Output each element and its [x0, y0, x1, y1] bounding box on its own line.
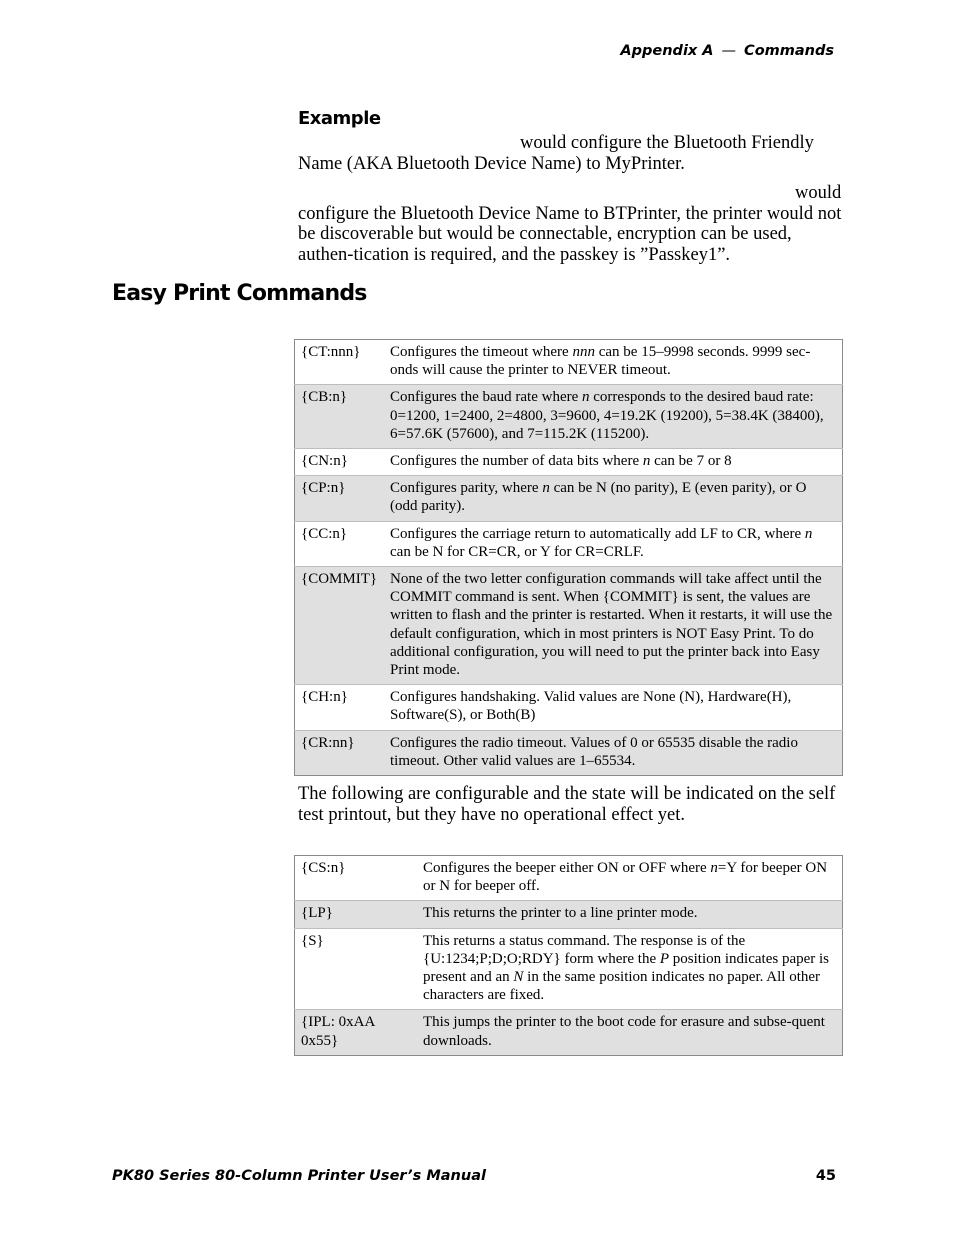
example-paragraph-1-text: would configure the Bluetooth Friendly Name (AKA Bluetooth Device Name) to MyPrinter. [298, 133, 814, 174]
header-appendix: Appendix A [620, 43, 714, 59]
configurable-note: The following are configurable and the state will be indicated on the self test printout, but they have no operational effect yet. [298, 784, 836, 825]
table-row [295, 730, 843, 775]
table-row [295, 928, 843, 1010]
command-cell: {CT:nnn} [301, 344, 361, 360]
configurable-commands-table [294, 855, 843, 1056]
table-row [295, 449, 843, 476]
command-cell: {COMMIT} [295, 567, 385, 685]
header-dash: — [721, 43, 737, 59]
description-cell: This returns the printer to a line printer mode. [417, 901, 843, 928]
command-cell: {CB:n} [295, 385, 385, 449]
table-row [295, 901, 843, 928]
command-cell: {CN:n} [295, 449, 385, 476]
table-row [295, 340, 843, 385]
command-cell: {CR:nn} [295, 730, 385, 775]
command-cell: {CC:n} [295, 521, 385, 566]
footer-manual-title: PK80 Series 80-Column Printer User’s Manual [112, 1168, 486, 1184]
command-cell: {CS:n} [301, 860, 346, 876]
description-cell: Configures the carriage return to automatically add LF to CR, where n can be N for CR=CR, or Y for CR=CRLF. [384, 521, 843, 566]
description-cell: Configures parity, where n can be N (no parity), E (even parity), or O (odd parity). [384, 476, 843, 521]
example-heading: Example [298, 108, 381, 129]
description-cell: This jumps the printer to the boot code for erasure and subse-quent downloads. [417, 1010, 843, 1055]
easy-print-commands-table [294, 339, 843, 776]
table-row [295, 856, 843, 901]
description-cell: Configures the number of data bits where n can be 7 or 8 [384, 449, 843, 476]
description-cell: This returns a status command. The response is of the {U:1234;P;D;O;RDY} form where the P position indicates paper is present and an N in the same position indicates no paper. All other characters are fixed. [417, 928, 843, 1010]
command-cell: {IPL: 0xAA 0x55} [295, 1010, 418, 1055]
description-cell: Configures handshaking. Valid values are None (N), Hardware(H), Software(S), or Both(B) [384, 685, 843, 730]
example-paragraph-1 [298, 133, 843, 174]
description-cell: Configures the radio timeout. Values of 0 or 65535 disable the radio timeout. Other valid values are 1–65534. [384, 730, 843, 775]
table-row [295, 685, 843, 730]
table-row [295, 521, 843, 566]
section-heading: Easy Print Commands [112, 281, 367, 306]
table-row [295, 567, 843, 685]
example-paragraph-2 [298, 183, 843, 265]
example-paragraph-2-text: would configure the Bluetooth Device Name to BTPrinter, the printer would not be discoverable but would be connectable, encryption can be used, authen-tication is required, and the passkey is ”Passkey1”. [298, 183, 842, 265]
table-row [295, 1010, 843, 1055]
command-cell: {LP} [295, 901, 418, 928]
description-cell: Configures the baud rate where n corresponds to the desired baud rate: 0=1200, 1=2400, 2=4800, 3=9600, 4=19.2K (19200), 5=38.4K (38400), 6=57.6K (57600), and 7=115.2K (115200). [384, 385, 843, 449]
footer-page-number: 45 [815, 1168, 836, 1184]
description-cell: None of the two letter configuration commands will take affect until the COMMIT command is sent. When {COMMIT} is sent, the values are written to flash and the printer is restarted. When it restarts, it will use the default configuration, which in most printers is NOT Easy Print. To do additional configuration, you will need to put the printer back into Easy Print mode. [384, 567, 843, 685]
table-row [295, 476, 843, 521]
command-cell: {CP:n} [295, 476, 385, 521]
description-cell: Configures the timeout where nnn can be 15–9998 seconds. 9999 sec-onds will cause the printer to NEVER timeout. [390, 344, 811, 379]
description-cell: Configures the beeper either ON or OFF where n=Y for beeper ON or N for beeper off. [423, 860, 828, 895]
command-cell: {S} [295, 928, 418, 1010]
command-cell: {CH:n} [295, 685, 385, 730]
running-header [620, 43, 834, 59]
table-row [295, 385, 843, 449]
header-chapter: Commands [744, 43, 834, 59]
